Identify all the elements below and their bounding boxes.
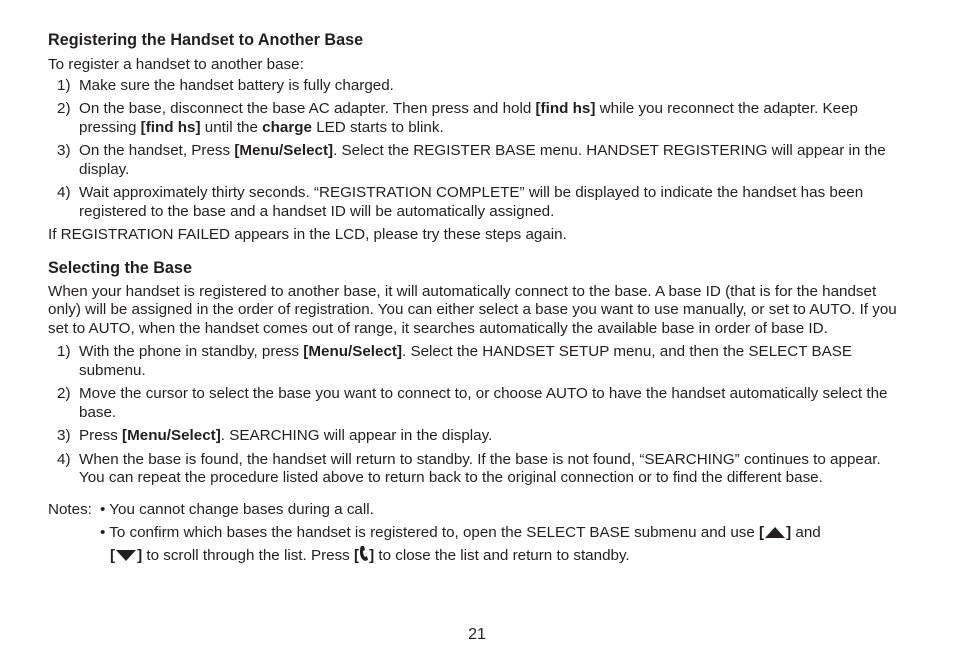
step-number: 2) [57, 100, 71, 117]
note-text: to scroll through the list. Press [142, 546, 354, 564]
list-item [48, 184, 908, 221]
off-key: [ ] [354, 547, 374, 564]
up-key: [ ] [759, 524, 791, 541]
list-item [48, 427, 908, 446]
step-text: . Select the REGISTER BASE menu. HANDSET REGISTERING will appear in the display. [79, 142, 886, 178]
step-text: With the phone in standby, press [79, 343, 304, 360]
step-text: until the [200, 118, 263, 136]
note-text: to close the list and return to standby. [374, 546, 630, 564]
step-text: . Select the HANDSET SETUP menu, and then the SELECT BASE submenu. [79, 343, 852, 379]
step-text: Move the cursor to select the base you want to connect to, or choose AUTO to have the handset automatically select the base. [79, 385, 888, 421]
select-base-steps [48, 343, 908, 488]
list-item [48, 343, 908, 380]
select-base-paragraph: When your handset is registered to another base, it will automatically connect to the base. A base ID (that is for the handset only) will be assigned in the order of registration. You can either select a base you want to use manually, or set to AUTO. If you set to AUTO, when the handset comes out of range, it searches automatically the available base in order of base ID. [48, 282, 897, 337]
step-text: while you reconnect the adapter. Keep pressing [79, 100, 858, 136]
step-number: 4) [57, 184, 71, 201]
step-text: Wait approximately thirty seconds. “REGISTRATION COMPLETE” will be displayed to indicate the handset has been registered to the base and a handset ID will be automatically assigned. [79, 184, 864, 220]
step-number: 2) [57, 385, 71, 402]
step-text: On the handset, Press [79, 142, 235, 159]
step-number: 3) [57, 142, 71, 159]
section-title-register: Registering the Handset to Another Base [48, 31, 364, 49]
manual-page [48, 30, 908, 567]
step-number: 4) [57, 450, 71, 468]
step-text: Press [79, 427, 123, 444]
key-name: [find hs] [140, 118, 201, 136]
register-steps [48, 77, 908, 222]
notes-label: Notes: [48, 500, 92, 518]
note-1: • You cannot change bases during a call. [100, 500, 374, 518]
list-item [48, 451, 908, 488]
step-text: . SEARCHING will appear in the display. [220, 427, 493, 444]
up-arrow-icon [764, 525, 786, 545]
key-name: [Menu/Select] [234, 142, 334, 159]
note-text: and [791, 524, 821, 541]
step-text: On the base, disconnect the base AC adapter. Then press and hold [79, 100, 536, 117]
note-2 [48, 524, 908, 567]
down-arrow-icon [115, 548, 137, 568]
step-text: When the base is found, the handset will return to standby. If the base is not found, “SEARCHING” continues to appear. You can repeat the procedure listed above to return back to the original connection or to find the different base. [79, 450, 881, 486]
list-item [48, 100, 908, 137]
step-number: 1) [57, 76, 71, 94]
step-number: 1) [57, 343, 71, 360]
list-item [48, 142, 908, 179]
register-intro: To register a handset to another base: [48, 56, 304, 73]
end-call-icon [359, 545, 369, 568]
key-name: [Menu/Select] [303, 343, 403, 360]
step-text: Make sure the handset battery is fully charged. [79, 76, 394, 94]
key-name: [Menu/Select] [122, 427, 221, 444]
led-name: charge [262, 118, 312, 136]
note-text: • To confirm which bases the handset is registered to, open the SELECT BASE submenu and use [100, 524, 760, 541]
page-number: 21 [468, 626, 486, 643]
down-key: [ ] [110, 547, 142, 564]
notes-block [48, 501, 908, 568]
step-text: LED starts to blink. [311, 118, 444, 136]
step-number: 3) [57, 427, 71, 444]
register-failed-note: If REGISTRATION FAILED appears in the LCD, please try these steps again. [48, 226, 567, 243]
list-item [48, 385, 908, 422]
key-name: [find hs] [535, 100, 596, 117]
section-title-select-base: Selecting the Base [48, 258, 192, 277]
list-item [48, 77, 908, 96]
